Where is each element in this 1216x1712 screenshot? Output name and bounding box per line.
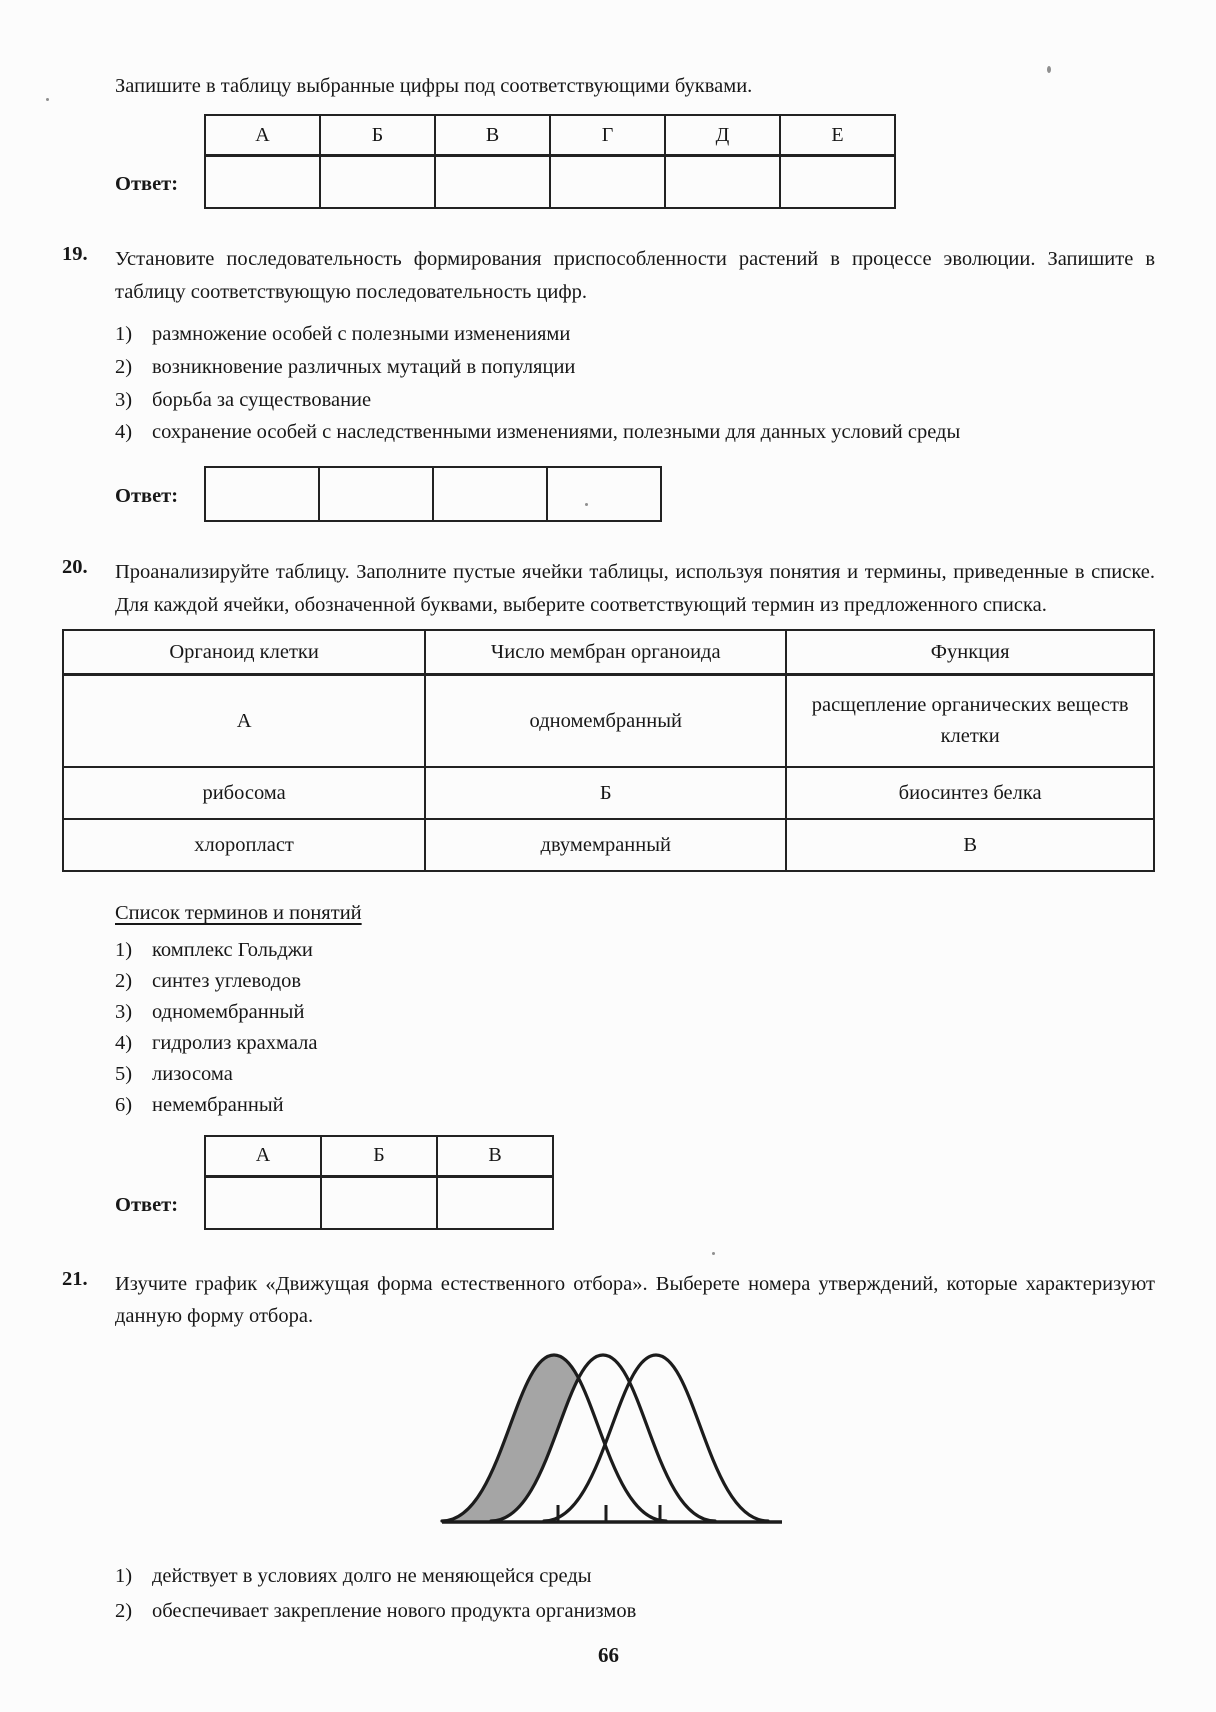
table-row xyxy=(63,819,1154,871)
item-number: 3) xyxy=(115,389,133,412)
answer-cell[interactable] xyxy=(321,1176,437,1229)
list-item xyxy=(115,417,1155,450)
column-header: В xyxy=(435,115,550,156)
item-text: синтез углеводов xyxy=(152,969,302,992)
bell-curves-svg xyxy=(440,1345,784,1531)
item-number: 1) xyxy=(115,938,133,961)
table-row xyxy=(63,767,1154,819)
answer-label: Ответ: xyxy=(115,1193,179,1216)
table-cell: хлоропласт xyxy=(63,819,425,871)
answer-block-intro xyxy=(115,114,1155,209)
question-number: 20. xyxy=(62,556,88,579)
item-number: 6) xyxy=(115,1093,133,1116)
question-text: Установите последовательность формирования приспособленности растений в процессе эволюции. Запишите в таблицу соответствующую последовательность цифр. xyxy=(115,248,1155,303)
terms-list-title: Список терминов и понятий xyxy=(115,901,362,924)
question-text: Изучите график «Движущая форма естественного отбора». Выберете номера утверждений, которые характеризуют данную форму отбора. xyxy=(115,1272,1155,1328)
item-text: гидролиз крахмала xyxy=(152,1031,318,1054)
column-header: А xyxy=(205,1136,321,1177)
intro-instruction: Запишите в таблицу выбранные цифры под соответствующими буквами. xyxy=(115,75,753,97)
answer-cell[interactable] xyxy=(435,156,550,209)
item-text: одномембранный xyxy=(152,1000,305,1023)
answer-label: Ответ: xyxy=(115,485,179,508)
selection-graph xyxy=(440,1345,1155,1537)
column-header: Число мембран органоида xyxy=(425,630,786,675)
list-item xyxy=(115,935,1155,966)
list-item xyxy=(115,1090,1155,1121)
question-19 xyxy=(62,243,1155,308)
list-item xyxy=(115,318,1155,351)
list-item xyxy=(115,351,1155,384)
table-cell: расщепление органических веществ клетки xyxy=(786,674,1154,767)
column-header: Б xyxy=(321,1136,437,1177)
list-item xyxy=(115,997,1155,1028)
answer-table-sequence xyxy=(204,466,662,522)
answer-block-q19 xyxy=(115,466,1155,522)
scan-artifact xyxy=(712,1252,715,1255)
column-header: Б xyxy=(320,115,435,156)
answer-table-input-row xyxy=(205,1176,553,1229)
item-text: борьба за существование xyxy=(152,389,372,412)
organoid-table xyxy=(62,629,1155,872)
column-header: А xyxy=(205,115,320,156)
item-number: 1) xyxy=(115,1564,133,1587)
question-number: 21. xyxy=(62,1267,88,1290)
table-cell: одномембранный xyxy=(425,674,786,767)
table-cell: Б xyxy=(425,767,786,819)
answer-table-input-row xyxy=(205,156,895,209)
table-cell: рибосома xyxy=(63,767,425,819)
question-number: 19. xyxy=(62,243,88,266)
item-number: 4) xyxy=(115,421,133,444)
item-text: действует в условиях долго не меняющейся среды xyxy=(152,1564,592,1587)
answer-cell[interactable] xyxy=(665,156,780,209)
answer-cell[interactable] xyxy=(780,156,895,209)
item-text: немембранный xyxy=(152,1093,284,1116)
item-text: сохранение особей с наследственными изменениями, полезными для данных условий среды xyxy=(152,421,961,444)
column-header: Функция xyxy=(786,630,1154,675)
item-number: 2) xyxy=(115,1599,133,1622)
answer-cell[interactable] xyxy=(205,467,319,521)
item-number: 3) xyxy=(115,1000,133,1023)
item-text: размножение особей с полезными изменениями xyxy=(152,323,571,346)
item-number: 5) xyxy=(115,1062,133,1085)
answer-cell[interactable] xyxy=(205,156,320,209)
list-item xyxy=(115,1594,1155,1629)
list-item xyxy=(115,384,1155,417)
item-number: 1) xyxy=(115,323,133,346)
question-21-options xyxy=(115,1559,1155,1629)
question-text: Проанализируйте таблицу. Заполните пустые ячейки таблицы, используя понятия и термины, приведенные в списке. Для каждой ячейки, обозначенной буквами, выберите соответствующий термин из предложенного списка. xyxy=(115,561,1155,616)
list-item xyxy=(115,1059,1155,1090)
answer-cell[interactable] xyxy=(547,467,661,521)
answer-table-abvgde xyxy=(204,114,896,209)
answer-table-input-row xyxy=(205,467,661,521)
item-text: обеспечивает закрепление нового продукта организмов xyxy=(152,1599,637,1622)
scan-artifact xyxy=(585,503,588,506)
question-21 xyxy=(62,1268,1155,1333)
table-cell: двумемранный xyxy=(425,819,786,871)
answer-label: Ответ: xyxy=(115,173,179,196)
answer-cell[interactable] xyxy=(433,467,547,521)
list-item xyxy=(115,1028,1155,1059)
table-cell: биосинтез белка xyxy=(786,767,1154,819)
terms-list xyxy=(115,935,1155,1121)
answer-table-header-row xyxy=(205,1136,553,1177)
column-header: Д xyxy=(665,115,780,156)
item-text: комплекс Гольджи xyxy=(152,938,313,961)
answer-cell[interactable] xyxy=(319,467,433,521)
answer-table-abv xyxy=(204,1135,554,1230)
table-cell: А xyxy=(63,674,425,767)
page-number: 66 xyxy=(598,1642,619,1667)
list-item xyxy=(115,966,1155,997)
answer-cell[interactable] xyxy=(205,1176,321,1229)
table-header-row xyxy=(63,630,1154,675)
answer-block-q20 xyxy=(115,1135,1155,1230)
column-header: В xyxy=(437,1136,553,1177)
scan-artifact xyxy=(1047,66,1051,73)
list-item xyxy=(115,1559,1155,1594)
column-header: Е xyxy=(780,115,895,156)
answer-cell[interactable] xyxy=(320,156,435,209)
table-row xyxy=(63,674,1154,767)
item-text: возникновение различных мутаций в популяции xyxy=(152,356,576,379)
column-header: Г xyxy=(550,115,665,156)
answer-cell[interactable] xyxy=(437,1176,553,1229)
answer-cell[interactable] xyxy=(550,156,665,209)
table-cell: В xyxy=(786,819,1154,871)
column-header: Органоид клетки xyxy=(63,630,425,675)
item-text: лизосома xyxy=(152,1062,233,1085)
item-number: 2) xyxy=(115,969,133,992)
question-19-options xyxy=(115,318,1155,450)
question-20 xyxy=(62,556,1155,621)
item-number: 4) xyxy=(115,1031,133,1054)
item-number: 2) xyxy=(115,356,133,379)
scan-artifact xyxy=(46,98,49,101)
answer-table-header-row xyxy=(205,115,895,156)
